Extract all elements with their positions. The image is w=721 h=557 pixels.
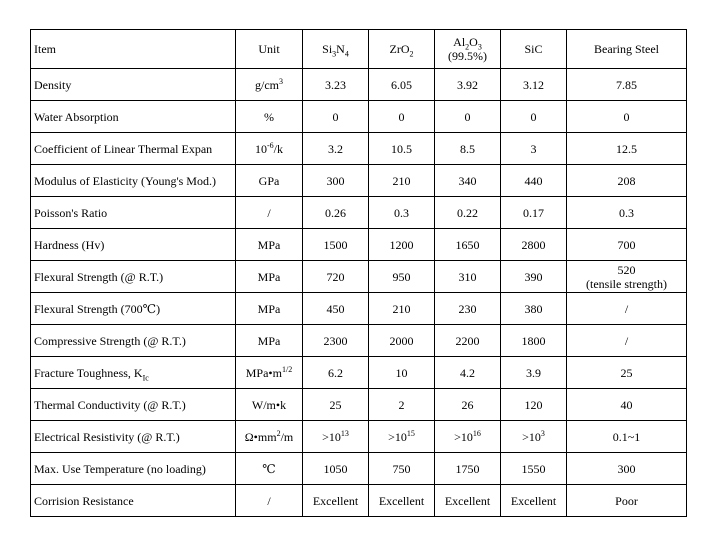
cell-sic: 2800 [501, 229, 567, 261]
table-row [31, 197, 687, 229]
row-item: Thermal Conductivity (@ R.T.) [31, 389, 236, 421]
row-unit: / [236, 197, 303, 229]
row-item: Corrision Resistance [31, 485, 236, 517]
table-row [31, 69, 687, 101]
row-unit: W/m•k [236, 389, 303, 421]
table-row [31, 229, 687, 261]
cell-sic: Excellent [501, 485, 567, 517]
cell-bearing-steel: Poor [567, 485, 687, 517]
cell-zro2: 2000 [369, 325, 435, 357]
cell-bearing-steel: 300 [567, 453, 687, 485]
bearing-steel-note: (tensile strength) [586, 276, 667, 291]
cell-si3n4: Excellent [303, 485, 369, 517]
table-row [31, 325, 687, 357]
cell-bearing-steel: 25 [567, 357, 687, 389]
row-item: Flexural Strength (700℃) [31, 293, 236, 325]
cell-si3n4: 2300 [303, 325, 369, 357]
table-row [31, 453, 687, 485]
cell-si3n4: 1050 [303, 453, 369, 485]
cell-si3n4: 720 [303, 261, 369, 293]
cell-al2o3: 2200 [435, 325, 501, 357]
row-unit: / [236, 485, 303, 517]
cell-zro2: $>10^{15}$ [369, 421, 435, 453]
cell-bearing-steel: 12.5 [567, 133, 687, 165]
table-row [31, 357, 687, 389]
cell-bearing-steel: 0.1~1 [567, 421, 687, 453]
header-row [31, 30, 687, 69]
row-unit: $MPa•m^{1/2}$ [236, 357, 303, 389]
cell-zro2: 10.5 [369, 133, 435, 165]
cell-sic: 0.17 [501, 197, 567, 229]
cell-si3n4: 1500 [303, 229, 369, 261]
cell-si3n4: 300 [303, 165, 369, 197]
cell-bearing-steel: 208 [567, 165, 687, 197]
properties-table [30, 29, 687, 517]
row-unit: MPa [236, 229, 303, 261]
cell-zro2: 10 [369, 357, 435, 389]
row-item: Coefficient of Linear Thermal Expan [31, 133, 236, 165]
cell-al2o3: 4.2 [435, 357, 501, 389]
cell-sic: 440 [501, 165, 567, 197]
table-row [31, 261, 687, 293]
cell-si3n4: $>10^{13}$ [303, 421, 369, 453]
cell-bearing-steel: 700 [567, 229, 687, 261]
table-row [31, 485, 687, 517]
cell-si3n4: 6.2 [303, 357, 369, 389]
cell-al2o3: 0 [435, 101, 501, 133]
cell-sic: 3.9 [501, 357, 567, 389]
cell-zro2: 950 [369, 261, 435, 293]
row-unit: ℃ [236, 453, 303, 485]
row-item: Max. Use Temperature (no loading) [31, 453, 236, 485]
table-row [31, 293, 687, 325]
cell-bearing-steel: 0.3 [567, 197, 687, 229]
header-unit: Unit [236, 30, 303, 69]
cell-sic: 3 [501, 133, 567, 165]
cell-bearing-steel: / [567, 325, 687, 357]
row-unit: MPa [236, 325, 303, 357]
header-al2o3: $Al_2O_3$ (99.5%) [435, 30, 501, 69]
cell-si3n4: 0 [303, 101, 369, 133]
cell-zro2: 210 [369, 293, 435, 325]
cell-bearing-steel: 40 [567, 389, 687, 421]
row-item: Density [31, 69, 236, 101]
cell-al2o3: $>10^{16}$ [435, 421, 501, 453]
cell-zro2: 1200 [369, 229, 435, 261]
header-zro2: ZrO$_2$ [369, 30, 435, 69]
row-unit: MPa [236, 261, 303, 293]
cell-zro2: Excellent [369, 485, 435, 517]
header-item: Item [31, 30, 236, 69]
cell-al2o3: Excellent [435, 485, 501, 517]
cell-zro2: 0.3 [369, 197, 435, 229]
cell-zro2: 2 [369, 389, 435, 421]
table-row [31, 101, 687, 133]
row-unit: % [236, 101, 303, 133]
table-row [31, 165, 687, 197]
row-unit: $\Omega•mm^2/m$ [236, 421, 303, 453]
row-unit: $10^{-6}/k$ [236, 133, 303, 165]
cell-al2o3: 230 [435, 293, 501, 325]
cell-al2o3: 1650 [435, 229, 501, 261]
cell-sic: 380 [501, 293, 567, 325]
cell-al2o3: 1750 [435, 453, 501, 485]
cell-sic: 1550 [501, 453, 567, 485]
cell-si3n4: 450 [303, 293, 369, 325]
cell-bearing-steel: / [567, 293, 687, 325]
cell-sic: 1800 [501, 325, 567, 357]
row-item: Modulus of Elasticity (Young's Mod.) [31, 165, 236, 197]
cell-si3n4: 3.23 [303, 69, 369, 101]
row-item: Hardness (Hv) [31, 229, 236, 261]
row-unit: MPa [236, 293, 303, 325]
table-row [31, 421, 687, 453]
cell-al2o3: 8.5 [435, 133, 501, 165]
table-row [31, 389, 687, 421]
cell-sic: 3.12 [501, 69, 567, 101]
row-item: Flexural Strength (@ R.T.) [31, 261, 236, 293]
cell-al2o3: 310 [435, 261, 501, 293]
cell-si3n4: 25 [303, 389, 369, 421]
cell-al2o3: 26 [435, 389, 501, 421]
cell-zro2: 0 [369, 101, 435, 133]
cell-zro2: 6.05 [369, 69, 435, 101]
cell-zro2: 750 [369, 453, 435, 485]
row-item: Electrical Resistivity (@ R.T.) [31, 421, 236, 453]
row-item: Water Absorption [31, 101, 236, 133]
row-item: Compressive Strength (@ R.T.) [31, 325, 236, 357]
cell-bearing-steel: 520 (tensile strength) [567, 261, 687, 293]
cell-bearing-steel: 7.85 [567, 69, 687, 101]
cell-bearing-steel: 0 [567, 101, 687, 133]
cell-al2o3: 0.22 [435, 197, 501, 229]
header-sic: SiC [501, 30, 567, 69]
cell-si3n4: 0.26 [303, 197, 369, 229]
cell-sic: 120 [501, 389, 567, 421]
cell-si3n4: 3.2 [303, 133, 369, 165]
row-unit: $g/cm^3$ [236, 69, 303, 101]
cell-sic: 0 [501, 101, 567, 133]
table-row [31, 133, 687, 165]
cell-sic: $>10^3$ [501, 421, 567, 453]
cell-al2o3: 340 [435, 165, 501, 197]
cell-zro2: 210 [369, 165, 435, 197]
row-item: Fracture Toughness, $K_{Ic}$ [31, 357, 236, 389]
cell-al2o3: 3.92 [435, 69, 501, 101]
header-si3n4: $Si_3N_4$ [303, 30, 369, 69]
header-bearing-steel: Bearing Steel [567, 30, 687, 69]
row-item: Poisson's Ratio [31, 197, 236, 229]
row-unit: GPa [236, 165, 303, 197]
cell-sic: 390 [501, 261, 567, 293]
